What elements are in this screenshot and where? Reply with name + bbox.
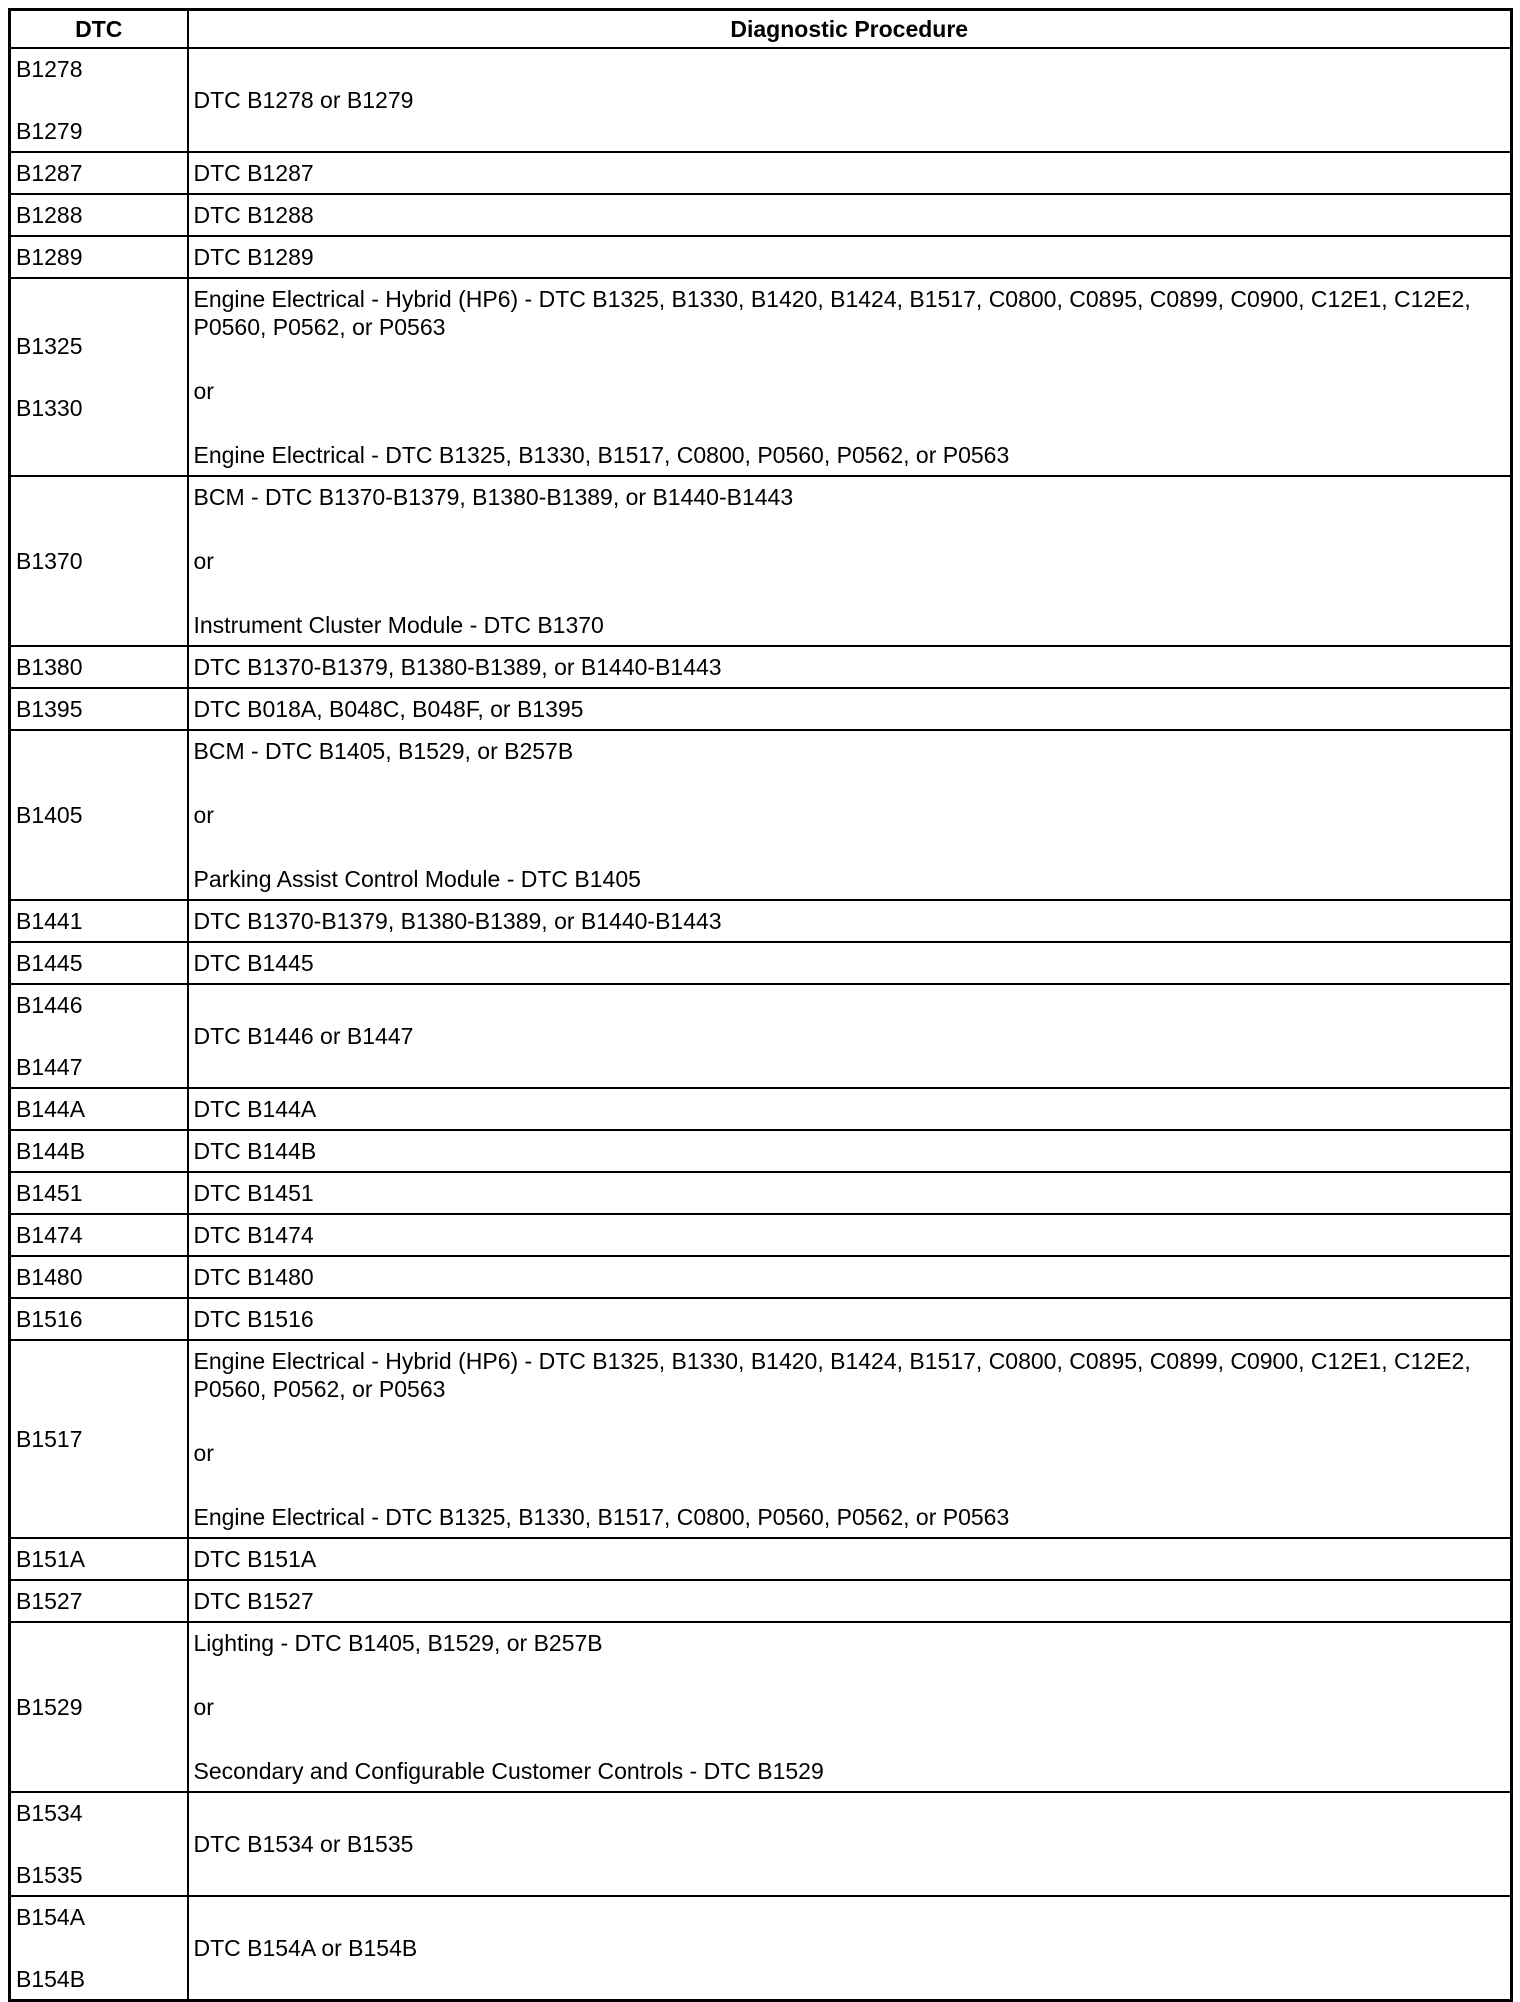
table-row — [10, 1088, 1512, 1130]
procedure-text: DTC B018A, B048C, B048F, or B1395 — [193, 696, 584, 722]
dtc-cell — [10, 48, 188, 152]
procedure-text: Instrument Cluster Module - DTC B1370 — [193, 612, 604, 638]
dtc-cell — [10, 646, 188, 688]
procedure-cell — [188, 1622, 1512, 1792]
dtc-cell — [10, 1622, 188, 1792]
table-row — [10, 1214, 1512, 1256]
dtc-code: B1278 — [16, 56, 83, 82]
dtc-cell — [10, 1088, 188, 1130]
procedure-text: or — [193, 548, 214, 574]
dtc-code: B1516 — [16, 1306, 83, 1332]
dtc-cell — [10, 1896, 188, 2001]
dtc-cell — [10, 1298, 188, 1340]
table-row — [10, 1580, 1512, 1622]
procedure-text: Engine Electrical - Hybrid (HP6) - DTC B1325, B1330, B1420, B1424, B1517, C0800, C0895, C0899, C0900, C12E1, C12E2, P0560, P0562, or P0563 — [193, 1348, 1471, 1402]
table-row — [10, 1298, 1512, 1340]
dtc-code: B144B — [16, 1138, 86, 1164]
dtc-code: B1405 — [16, 802, 83, 828]
dtc-code: B1480 — [16, 1264, 83, 1290]
dtc-code: B1447 — [16, 1054, 83, 1080]
dtc-code: B1287 — [16, 160, 83, 186]
procedure-text: Engine Electrical - DTC B1325, B1330, B1517, C0800, P0560, P0562, or P0563 — [193, 442, 1010, 468]
dtc-cell — [10, 1214, 188, 1256]
dtc-cell — [10, 1580, 188, 1622]
procedure-text: or — [193, 1440, 214, 1466]
procedure-cell — [188, 1298, 1512, 1340]
dtc-cell — [10, 942, 188, 984]
procedure-text: DTC B1474 — [193, 1222, 314, 1248]
procedure-text: DTC B1445 — [193, 950, 314, 976]
procedure-cell — [188, 984, 1512, 1088]
dtc-cell — [10, 730, 188, 900]
dtc-table — [8, 8, 1513, 2002]
procedure-text: DTC B1287 — [193, 160, 314, 186]
procedure-text: DTC B1289 — [193, 244, 314, 270]
procedure-text: or — [193, 1694, 214, 1720]
procedure-text: or — [193, 378, 214, 404]
procedure-cell — [188, 942, 1512, 984]
dtc-code: B1441 — [16, 908, 83, 934]
table-row — [10, 48, 1512, 152]
dtc-cell — [10, 1130, 188, 1172]
table-row — [10, 194, 1512, 236]
table-row — [10, 152, 1512, 194]
dtc-cell — [10, 1172, 188, 1214]
procedure-text: DTC B1516 — [193, 1306, 314, 1332]
table-row — [10, 1538, 1512, 1580]
table-row — [10, 1340, 1512, 1538]
table-row — [10, 1130, 1512, 1172]
dtc-code: B144A — [16, 1096, 86, 1122]
table-row — [10, 646, 1512, 688]
table-row — [10, 1622, 1512, 1792]
dtc-code: B154B — [16, 1966, 86, 1992]
procedure-cell — [188, 688, 1512, 730]
procedure-text: Secondary and Configurable Customer Controls - DTC B1529 — [193, 1758, 824, 1784]
procedure-cell — [188, 476, 1512, 646]
procedure-cell — [188, 730, 1512, 900]
dtc-column-header: DTC — [10, 10, 188, 49]
table-row — [10, 942, 1512, 984]
dtc-code: B1474 — [16, 1222, 83, 1248]
table-row — [10, 900, 1512, 942]
table-row — [10, 1256, 1512, 1298]
procedure-cell — [188, 1256, 1512, 1298]
dtc-code: B1289 — [16, 244, 83, 270]
procedure-cell — [188, 1538, 1512, 1580]
procedure-text: or — [193, 802, 214, 828]
dtc-code: B1534 — [16, 1800, 83, 1826]
dtc-cell — [10, 1538, 188, 1580]
dtc-cell — [10, 194, 188, 236]
dtc-code: B1517 — [16, 1426, 83, 1452]
header-row — [10, 10, 1512, 49]
dtc-code: B1279 — [16, 118, 83, 144]
dtc-cell — [10, 152, 188, 194]
procedure-text: DTC B144A — [193, 1096, 317, 1122]
procedure-cell — [188, 278, 1512, 476]
table-header — [10, 10, 1512, 49]
dtc-code: B1330 — [16, 395, 83, 421]
procedure-text: DTC B1288 — [193, 202, 314, 228]
procedure-cell — [188, 1580, 1512, 1622]
procedure-cell — [188, 152, 1512, 194]
procedure-cell — [188, 646, 1512, 688]
procedure-cell — [188, 48, 1512, 152]
table-row — [10, 476, 1512, 646]
dtc-code: B1445 — [16, 950, 83, 976]
dtc-code: B1380 — [16, 654, 83, 680]
procedure-text: DTC B1278 or B1279 — [193, 87, 414, 113]
procedure-text: Engine Electrical - DTC B1325, B1330, B1517, C0800, P0560, P0562, or P0563 — [193, 1504, 1010, 1530]
procedure-text: DTC B1480 — [193, 1264, 314, 1290]
dtc-code: B1535 — [16, 1862, 83, 1888]
table-row — [10, 984, 1512, 1088]
procedure-cell — [188, 900, 1512, 942]
table-row — [10, 1792, 1512, 1896]
dtc-cell — [10, 1792, 188, 1896]
table-row — [10, 236, 1512, 278]
procedure-text: Parking Assist Control Module - DTC B1405 — [193, 866, 641, 892]
procedure-cell — [188, 1172, 1512, 1214]
procedure-text: Engine Electrical - Hybrid (HP6) - DTC B1325, B1330, B1420, B1424, B1517, C0800, C0895, C0899, C0900, C12E1, C12E2, P0560, P0562, or P0563 — [193, 286, 1471, 340]
dtc-code: B154A — [16, 1904, 86, 1930]
procedure-text: DTC B1534 or B1535 — [193, 1831, 414, 1857]
procedure-text: DTC B1370-B1379, B1380-B1389, or B1440-B1443 — [193, 654, 722, 680]
dtc-cell — [10, 900, 188, 942]
procedure-text: DTC B151A — [193, 1546, 317, 1572]
dtc-code: B1395 — [16, 696, 83, 722]
procedure-cell — [188, 236, 1512, 278]
dtc-cell — [10, 688, 188, 730]
procedure-text: BCM - DTC B1405, B1529, or B257B — [193, 738, 574, 764]
procedure-column-header: Diagnostic Procedure — [188, 10, 1512, 49]
procedure-cell — [188, 1130, 1512, 1172]
procedure-text: DTC B144B — [193, 1138, 317, 1164]
dtc-code: B1325 — [16, 333, 83, 359]
table-row — [10, 278, 1512, 476]
dtc-cell — [10, 278, 188, 476]
procedure-text: DTC B1451 — [193, 1180, 314, 1206]
procedure-cell — [188, 1340, 1512, 1538]
dtc-code: B1529 — [16, 1694, 83, 1720]
dtc-cell — [10, 236, 188, 278]
table-row — [10, 730, 1512, 900]
table-row — [10, 688, 1512, 730]
table-row — [10, 1172, 1512, 1214]
dtc-cell — [10, 984, 188, 1088]
procedure-cell — [188, 194, 1512, 236]
procedure-text: DTC B154A or B154B — [193, 1935, 418, 1961]
procedure-text: DTC B1370-B1379, B1380-B1389, or B1440-B1443 — [193, 908, 722, 934]
table-row — [10, 1896, 1512, 2001]
dtc-cell — [10, 476, 188, 646]
procedure-text: DTC B1446 or B1447 — [193, 1023, 414, 1049]
dtc-code: B1527 — [16, 1588, 83, 1614]
dtc-code: B151A — [16, 1546, 86, 1572]
procedure-cell — [188, 1214, 1512, 1256]
procedure-cell — [188, 1792, 1512, 1896]
dtc-code: B1446 — [16, 992, 83, 1018]
procedure-cell — [188, 1896, 1512, 2001]
dtc-code: B1288 — [16, 202, 83, 228]
dtc-cell — [10, 1340, 188, 1538]
dtc-code: B1370 — [16, 548, 83, 574]
procedure-cell — [188, 1088, 1512, 1130]
procedure-text: BCM - DTC B1370-B1379, B1380-B1389, or B1440-B1443 — [193, 484, 794, 510]
dtc-code: B1451 — [16, 1180, 83, 1206]
table-body — [10, 48, 1512, 2001]
procedure-text: DTC B1527 — [193, 1588, 314, 1614]
procedure-text: Lighting - DTC B1405, B1529, or B257B — [193, 1630, 603, 1656]
dtc-cell — [10, 1256, 188, 1298]
